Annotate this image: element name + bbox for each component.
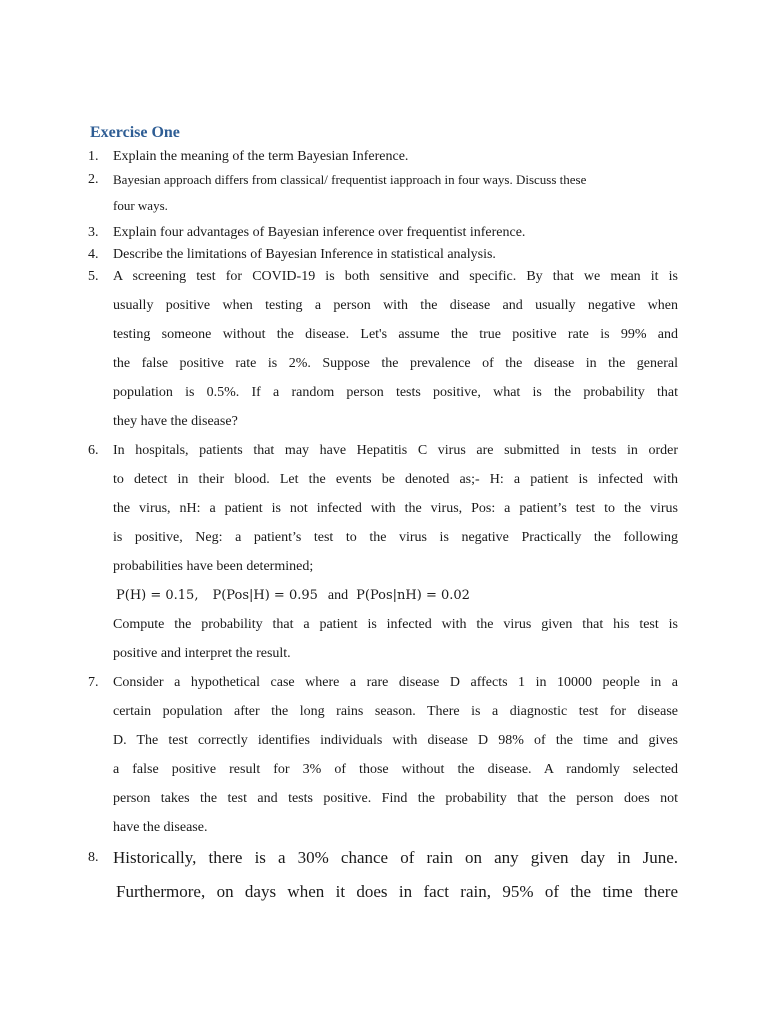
- question-text-line: Compute the probability that a patient is infected with the virus given that his test is: [113, 617, 678, 632]
- question-text-line: probabilities have been determined;: [113, 559, 314, 574]
- question-text-line: Furthermore, on days when it does in fact rain, 95% of the time there: [116, 882, 678, 901]
- question-number: 7.: [88, 675, 99, 690]
- question-number: 6.: [88, 443, 99, 458]
- question-number: 3.: [88, 225, 99, 240]
- question-text-line: have the disease.: [113, 820, 208, 835]
- question-text-line: the false positive rate is 2%. Suppose the prevalence of the disease in the general: [113, 356, 678, 371]
- question-text-line: Describe the limitations of Bayesian Inference in statistical analysis.: [113, 247, 496, 262]
- question-text-line: A screening test for COVID-19 is both sensitive and specific. By that we mean it is: [113, 269, 678, 284]
- question-text-line: D. The test correctly identifies individuals with disease D 98% of the time and gives: [113, 733, 678, 748]
- question-text-line: population is 0.5%. If a random person tests positive, what is the probability that: [113, 385, 678, 400]
- question-text-line: In hospitals, patients that may have Hepatitis C virus are submitted in tests in order: [113, 443, 678, 458]
- question-text-line: Bayesian approach differs from classical/ frequentist iapproach in four ways. Discuss these: [113, 172, 587, 187]
- question-text-line: Explain the meaning of the term Bayesian Inference.: [113, 149, 409, 164]
- question-text-line: they have the disease?: [113, 414, 238, 429]
- question-text-line: Explain four advantages of Bayesian inference over frequentist inference.: [113, 225, 526, 240]
- question-number: 2.: [88, 172, 99, 187]
- question-text-line: person takes the test and tests positive. Find the probability that the person does not: [113, 791, 678, 806]
- question-number: 4.: [88, 247, 99, 262]
- question-text-line: certain population after the long rains season. There is a diagnostic test for disease: [113, 704, 678, 719]
- question-text-line: to detect in their blood. Let the events be denoted as;- H: a patient is infected with: [113, 472, 678, 487]
- formula-and: and: [327, 588, 349, 603]
- formula-p-h: P(H) = 0.15,: [116, 588, 199, 603]
- probability-formula: [116, 588, 470, 604]
- question-text-line: the virus, nH: a patient is not infected with the virus, Pos: a patient’s test to the virus: [113, 501, 678, 516]
- question-number: 8.: [88, 850, 99, 865]
- question-text-line: four ways.: [113, 198, 168, 213]
- question-number: 5.: [88, 269, 99, 284]
- question-text-line: a false positive result for 3% of those without the disease. A randomly selected: [113, 762, 678, 777]
- question-text-line: usually positive when testing a person with the disease and usually negative when: [113, 298, 678, 313]
- question-text-line: Historically, there is a 30% chance of rain on any given day in June.: [113, 848, 678, 867]
- question-text-line: is positive, Neg: a patient’s test to the virus is negative Practically the following: [113, 530, 678, 545]
- question-text-line: positive and interpret the result.: [113, 646, 291, 661]
- formula-p-pos-given-nh: P(Pos|nH) = 0.02: [356, 588, 470, 603]
- question-number: 1.: [88, 149, 99, 164]
- question-text-line: Consider a hypothetical case where a rare disease D affects 1 in 10000 people in a: [113, 675, 678, 690]
- formula-p-pos-given-h: P(Pos|H) = 0.95: [212, 588, 318, 603]
- exercise-heading: Exercise One: [90, 124, 180, 141]
- question-text-line: testing someone without the disease. Let's assume the true positive rate is 99% and: [113, 327, 678, 342]
